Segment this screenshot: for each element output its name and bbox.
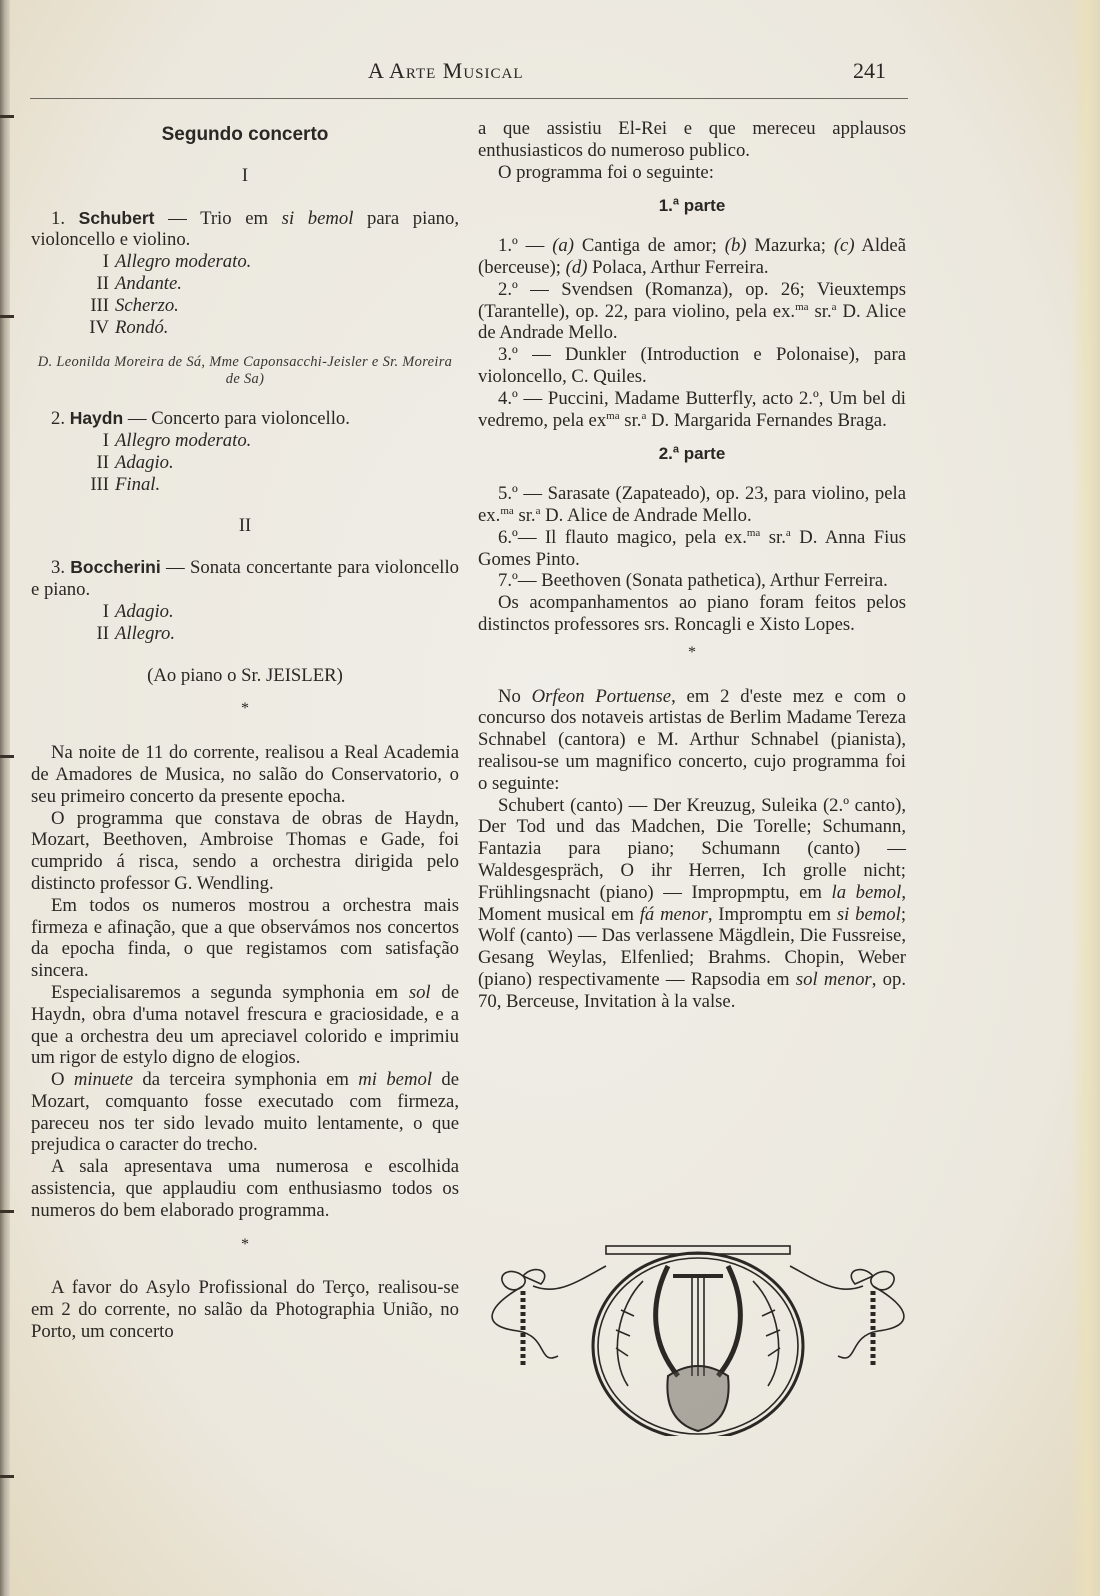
part-numeral: I	[241, 165, 249, 186]
text-run-italic: Orfeon Portuense	[531, 685, 672, 707]
text-run-italic: (b)	[724, 235, 747, 257]
paragraph	[478, 686, 906, 795]
superscript: a	[831, 300, 837, 313]
text-run-italic: sol menor	[795, 968, 872, 990]
laurel-left	[616, 1281, 643, 1386]
program-item-3	[31, 557, 459, 601]
paragraph: Os acompanhamentos ao piano foram feitos pelos distinctos professores srs. Roncagli e Xisto Lopes.	[478, 592, 906, 635]
program-entry	[478, 235, 906, 279]
item-number: 1.	[51, 207, 66, 229]
book-binding	[0, 0, 10, 1596]
superscript: a	[535, 504, 541, 517]
composer-name: Schubert	[78, 207, 155, 228]
movement-title: Allegro moderato.	[115, 430, 252, 452]
text-run: ; Wolf (canto) — Das verlassene Mägdlein, Die Fussreise, Gesang Weylas, Elfenlied; Brahms. Chopin, Weber (piano) respectivamente — Rapsodia em	[478, 903, 907, 990]
text-run: Cantiga de amor;	[573, 235, 725, 257]
lyre-medallion-icon	[478, 1236, 918, 1436]
text-run-italic: minuete	[73, 1069, 134, 1091]
movement-number: I	[102, 251, 109, 273]
paragraph	[31, 1069, 459, 1156]
text-run: — Sarasate (Zapateado), op. 23, para violino, pela ex.	[478, 483, 906, 526]
movement	[31, 601, 459, 623]
left-column	[31, 118, 459, 1343]
composer-name: Boccherini	[70, 557, 161, 578]
performers-note: D. Leonilda Moreira de Sá, Mme Caponsacchi-Jeisler e Sr. Moreira de Sa)	[37, 354, 453, 388]
superscript: ma	[500, 504, 514, 517]
text-run: No	[498, 685, 532, 707]
shield	[667, 1366, 728, 1431]
paragraph: O programma que constava de obras de Haydn, Mozart, Beethoven, Ambroise Thomas e Gade, foi cumprido á risca, sendo a orchestra dirigida pelo distincto professor G. Wendling.	[31, 807, 459, 894]
text-run-italic: sol	[408, 981, 431, 1003]
ribbon-bow-left	[502, 1270, 545, 1290]
paragraph: A favor do Asylo Profissional do Terço, realisou-se em 2 do corrente, no salão da Photographia União, no Porto, um concerto	[31, 1277, 459, 1343]
movement-title: Adagio.	[115, 451, 174, 473]
text-run: O	[51, 1069, 74, 1091]
pianist-note: (Ao piano o Sr. JEISLER)	[147, 664, 343, 686]
program-entry	[478, 388, 906, 432]
lyre-arm-right	[718, 1266, 740, 1376]
movement	[31, 251, 459, 273]
text-run: Especialisaremos a segunda symphonia em	[51, 981, 409, 1003]
movement-number: III	[90, 473, 109, 495]
parte-number: 1.	[658, 196, 673, 216]
text-run: Mazurka;	[746, 235, 834, 257]
page-edge	[1070, 0, 1100, 1596]
parte-word: parte	[679, 196, 726, 216]
movement-number: II	[96, 451, 109, 473]
text-run: D. Alice de Andrade Mello.	[540, 504, 752, 526]
movement-list	[31, 601, 459, 645]
movement-list	[31, 430, 459, 495]
paragraph: Em todos os numeros mostrou a orchestra mais firmeza e afinação, que a que observámos nos concertos da epocha finda, o que registamos com satisfação sincera.	[31, 894, 459, 982]
text-run-italic: la bemol	[831, 881, 902, 903]
movement-number: I	[102, 430, 109, 452]
text-run: , em 2 d'este mez e com o concurso dos notaveis artistas de Berlim Madame Tereza Schnabel (cantora) e M. Arthur Schnabel (pianista), realisou-se um magnifico concerto, cujo programma foi o seguinte:	[478, 685, 906, 794]
paragraph: A sala apresentava uma numerosa e escolhida assistencia, que applaudiu com enthusiasmo todos os numeros do bem elaborado programma.	[31, 1156, 459, 1221]
page-number: 241	[853, 58, 886, 83]
text-run: , Moment musical em	[478, 881, 906, 925]
parte-ordinal: a	[672, 443, 679, 456]
entry-number: 7.º	[498, 570, 518, 592]
program-entry	[478, 527, 906, 571]
text-run-italic: mi bemol	[358, 1069, 433, 1091]
program-item-1	[31, 208, 459, 252]
running-head	[0, 58, 1100, 88]
text-run: D. Anna Fius Gomes Pinto.	[478, 526, 906, 570]
parte-word: parte	[679, 444, 726, 464]
movement-number: IV	[89, 316, 109, 338]
entry-number: 6.º	[498, 526, 518, 548]
header-rule	[30, 98, 908, 99]
movement	[31, 273, 459, 295]
entry-number: 5.º	[498, 483, 518, 505]
item-description: para piano, violoncello e violino.	[31, 207, 459, 251]
text-run-italic: (c)	[833, 235, 855, 257]
item-description: — Trio em	[154, 207, 282, 229]
movement	[31, 430, 459, 452]
text-run: — Dunkler (Introduction e Polonaise), para violoncello, C. Quiles.	[478, 344, 906, 387]
item-number: 2.	[51, 408, 66, 430]
parte-ordinal: a	[672, 195, 679, 208]
text-run: —	[517, 235, 553, 257]
separator-asterisk: *	[688, 643, 696, 661]
paragraph	[478, 795, 906, 1013]
text-run: — Puccini, Madame Butterfly, acto 2.º, Um bel di vedremo, pela ex	[478, 387, 906, 431]
text-run: — Svendsen (Romanza), op. 26; Vieuxtemps (Tarantelle), op. 22, para violino, pela ex.	[478, 278, 906, 322]
program-entry	[478, 483, 906, 527]
text-run: , op. 70, Berceuse, Invitation à la valse.	[478, 968, 906, 1012]
movement-number: II	[96, 622, 109, 644]
ribbon-bow-right	[851, 1270, 894, 1290]
movement-number: II	[96, 272, 109, 294]
movement	[31, 295, 459, 317]
movement-number: III	[90, 294, 109, 316]
composer-name: Haydn	[69, 408, 124, 429]
text-run: Schubert (canto) — Der Kreuzug, Suleika (2.º canto), Der Tod und das Madchen, Die Torelle; Schumann, Fantazia para piano; Schumann (canto) — Waldesgespräch, O ihr Herren, Ich grolle nicht; Frühlingsnacht (piano) — Impropmptu, em	[478, 794, 906, 903]
superscript: ma	[746, 526, 761, 539]
movement	[31, 474, 459, 496]
text-run: de Haydn, obra d'uma notavel frescura e graciosidade, e a que a orchestra deu um apreciavel colorido e imprimiu um rigor de estylo digno de elogios.	[31, 981, 460, 1069]
program-list	[478, 235, 906, 431]
part-numeral: II	[238, 515, 252, 536]
superscript: a	[641, 409, 647, 422]
program-list	[478, 483, 906, 592]
text-run-italic: (d)	[565, 256, 588, 278]
text-run: — Il flauto magico, pela ex.	[517, 526, 747, 548]
movement	[31, 623, 459, 645]
movement-title: Allegro moderato.	[115, 251, 252, 273]
binding-stitch	[0, 115, 14, 118]
movement-title: Scherzo.	[115, 294, 179, 316]
text-run: , Impromptu em	[707, 903, 837, 925]
item-description: — Sonata concertante para violoncello e piano.	[31, 557, 460, 601]
text-run: de Mozart, comquanto fosse executado com firmeza, pareceu nos ter sido levado muito lentamente, o que prejudica o caracter do trecho.	[31, 1069, 460, 1156]
program-entry	[478, 344, 906, 388]
binding-stitch	[0, 1475, 14, 1478]
movement-title: Allegro.	[115, 622, 176, 644]
entry-number: 3.º	[498, 344, 518, 366]
item-description: — Concerto para violoncello.	[123, 408, 350, 430]
text-run: sr.	[619, 409, 642, 431]
superscript: ma	[795, 300, 809, 313]
text-run: D. Margarida Fernandes Braga.	[646, 409, 887, 431]
laurel-right	[753, 1281, 780, 1386]
movement-title: Adagio.	[115, 600, 174, 622]
text-run-italic: si bemol	[836, 903, 901, 925]
entry-number: 2.º	[498, 278, 518, 300]
section-heading: Segundo concerto	[161, 124, 329, 145]
item-key: si bemol	[281, 207, 354, 229]
text-run: sr.	[808, 300, 832, 322]
parte-heading	[478, 443, 906, 465]
entry-number: 4.º	[498, 387, 518, 409]
movement	[31, 317, 459, 339]
separator-asterisk: *	[241, 700, 249, 718]
movement-title: Final.	[115, 473, 161, 495]
entry-number: 1.º	[498, 235, 518, 257]
movement-title: Andante.	[115, 272, 182, 294]
text-run: sr.	[513, 504, 536, 526]
superscript: a	[785, 526, 791, 539]
binding-stitch	[0, 315, 14, 318]
text-run-italic: fá menor	[639, 903, 708, 925]
binding-stitch	[0, 755, 14, 758]
separator-asterisk: *	[241, 1235, 249, 1253]
paragraph: O programma foi o seguinte:	[498, 161, 714, 183]
right-column	[478, 118, 906, 1012]
paragraph: Na noite de 11 do corrente, realisou a Real Academia de Amadores de Musica, no salão do Conservatorio, o seu primeiro concerto da presente epocha.	[31, 742, 459, 807]
program-entry	[478, 570, 906, 592]
movement	[31, 452, 459, 474]
program-item-2	[31, 408, 459, 430]
parte-heading	[478, 195, 906, 217]
movement-number: I	[102, 600, 109, 622]
movement-title: Rondó.	[115, 316, 169, 338]
text-run: da terceira symphonia em	[133, 1069, 359, 1091]
superscript: ma	[606, 409, 620, 422]
movement-list	[31, 251, 459, 338]
parte-number: 2.	[658, 444, 673, 464]
paragraph	[31, 982, 459, 1069]
item-number: 3.	[51, 557, 66, 579]
binding-stitch	[0, 1210, 14, 1213]
lyre-arm-left	[656, 1266, 678, 1376]
text-run: sr.	[760, 526, 786, 548]
journal-title: A Arte Musical	[368, 58, 524, 83]
text-run: Polaca, Arthur Ferreira.	[587, 256, 769, 278]
text-run: — Beethoven (Sonata pathetica), Arthur Ferreira.	[517, 570, 888, 592]
paragraph: a que assistiu El-Rei e que mereceu applausos enthusiasticos do numeroso publico.	[478, 118, 906, 161]
text-run: D. Alice de Andrade Mello.	[478, 300, 907, 344]
text-run: Aldeã (berceuse);	[478, 235, 906, 278]
program-entry	[478, 279, 906, 344]
text-run-italic: (a)	[552, 235, 574, 257]
